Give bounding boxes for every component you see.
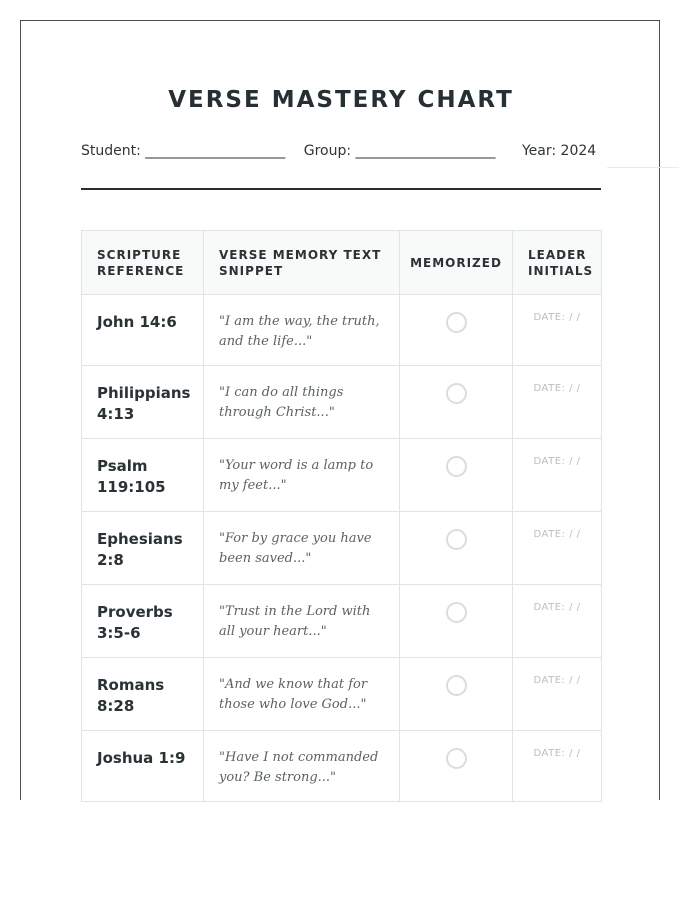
initials-date-cell[interactable]: DATE: / / [513, 366, 602, 439]
header-snippet: VERSE MEMORY TEXT SNIPPET [204, 231, 400, 295]
snippet-cell: "And we know that for those who love God..." [204, 658, 400, 731]
memorized-cell [400, 731, 513, 802]
snippet-cell: "I can do all things through Christ..." [204, 366, 400, 439]
reference-cell: Proverbs 3:5-6 [82, 585, 204, 658]
header-underline [607, 167, 679, 168]
table-row [82, 366, 602, 439]
table-row [82, 658, 602, 731]
title-divider [81, 188, 601, 190]
memorized-checkbox[interactable] [446, 602, 467, 623]
memorized-checkbox[interactable] [446, 675, 467, 696]
table-header-row [82, 231, 602, 295]
student-field[interactable]: Student: ____________________ [81, 143, 286, 159]
initials-date-cell[interactable]: DATE: / / [513, 439, 602, 512]
memorized-cell [400, 658, 513, 731]
header-initials: LEADER INITIALS [513, 231, 602, 295]
initials-date-cell[interactable]: DATE: / / [513, 295, 602, 366]
table-row [82, 731, 602, 802]
table-row [82, 295, 602, 366]
initials-date-cell[interactable]: DATE: / / [513, 731, 602, 802]
memorized-checkbox[interactable] [446, 383, 467, 404]
table-row [82, 439, 602, 512]
header-fields [81, 143, 600, 159]
header-memorized: MEMORIZED [400, 231, 513, 295]
memorized-cell [400, 366, 513, 439]
snippet-cell: "Have I not commanded you? Be strong..." [204, 731, 400, 802]
memorized-checkbox[interactable] [446, 456, 467, 477]
memorized-checkbox[interactable] [446, 748, 467, 769]
group-field[interactable]: Group: ____________________ [303, 143, 496, 159]
memorized-cell [400, 585, 513, 658]
header-reference: SCRIPTURE REFERENCE [82, 231, 204, 295]
year-field: Year: 2024 [521, 143, 597, 159]
reference-cell: Psalm 119:105 [82, 439, 204, 512]
initials-date-cell[interactable]: DATE: / / [513, 585, 602, 658]
snippet-cell: "I am the way, the truth, and the life..." [204, 295, 400, 366]
page-title: VERSE MASTERY CHART [168, 87, 514, 113]
memorized-cell [400, 295, 513, 366]
verse-table [81, 230, 602, 802]
reference-cell: John 14:6 [82, 295, 204, 366]
reference-cell: Ephesians 2:8 [82, 512, 204, 585]
table-row [82, 585, 602, 658]
chart-sheet [20, 20, 660, 800]
memorized-checkbox[interactable] [446, 312, 467, 333]
snippet-cell: "Your word is a lamp to my feet..." [204, 439, 400, 512]
reference-cell: Joshua 1:9 [82, 731, 204, 802]
initials-date-cell[interactable]: DATE: / / [513, 658, 602, 731]
memorized-cell [400, 512, 513, 585]
snippet-cell: "Trust in the Lord with all your heart..." [204, 585, 400, 658]
reference-cell: Philippians 4:13 [82, 366, 204, 439]
reference-cell: Romans 8:28 [82, 658, 204, 731]
memorized-checkbox[interactable] [446, 529, 467, 550]
snippet-cell: "For by grace you have been saved..." [204, 512, 400, 585]
memorized-cell [400, 439, 513, 512]
table-row [82, 512, 602, 585]
initials-date-cell[interactable]: DATE: / / [513, 512, 602, 585]
